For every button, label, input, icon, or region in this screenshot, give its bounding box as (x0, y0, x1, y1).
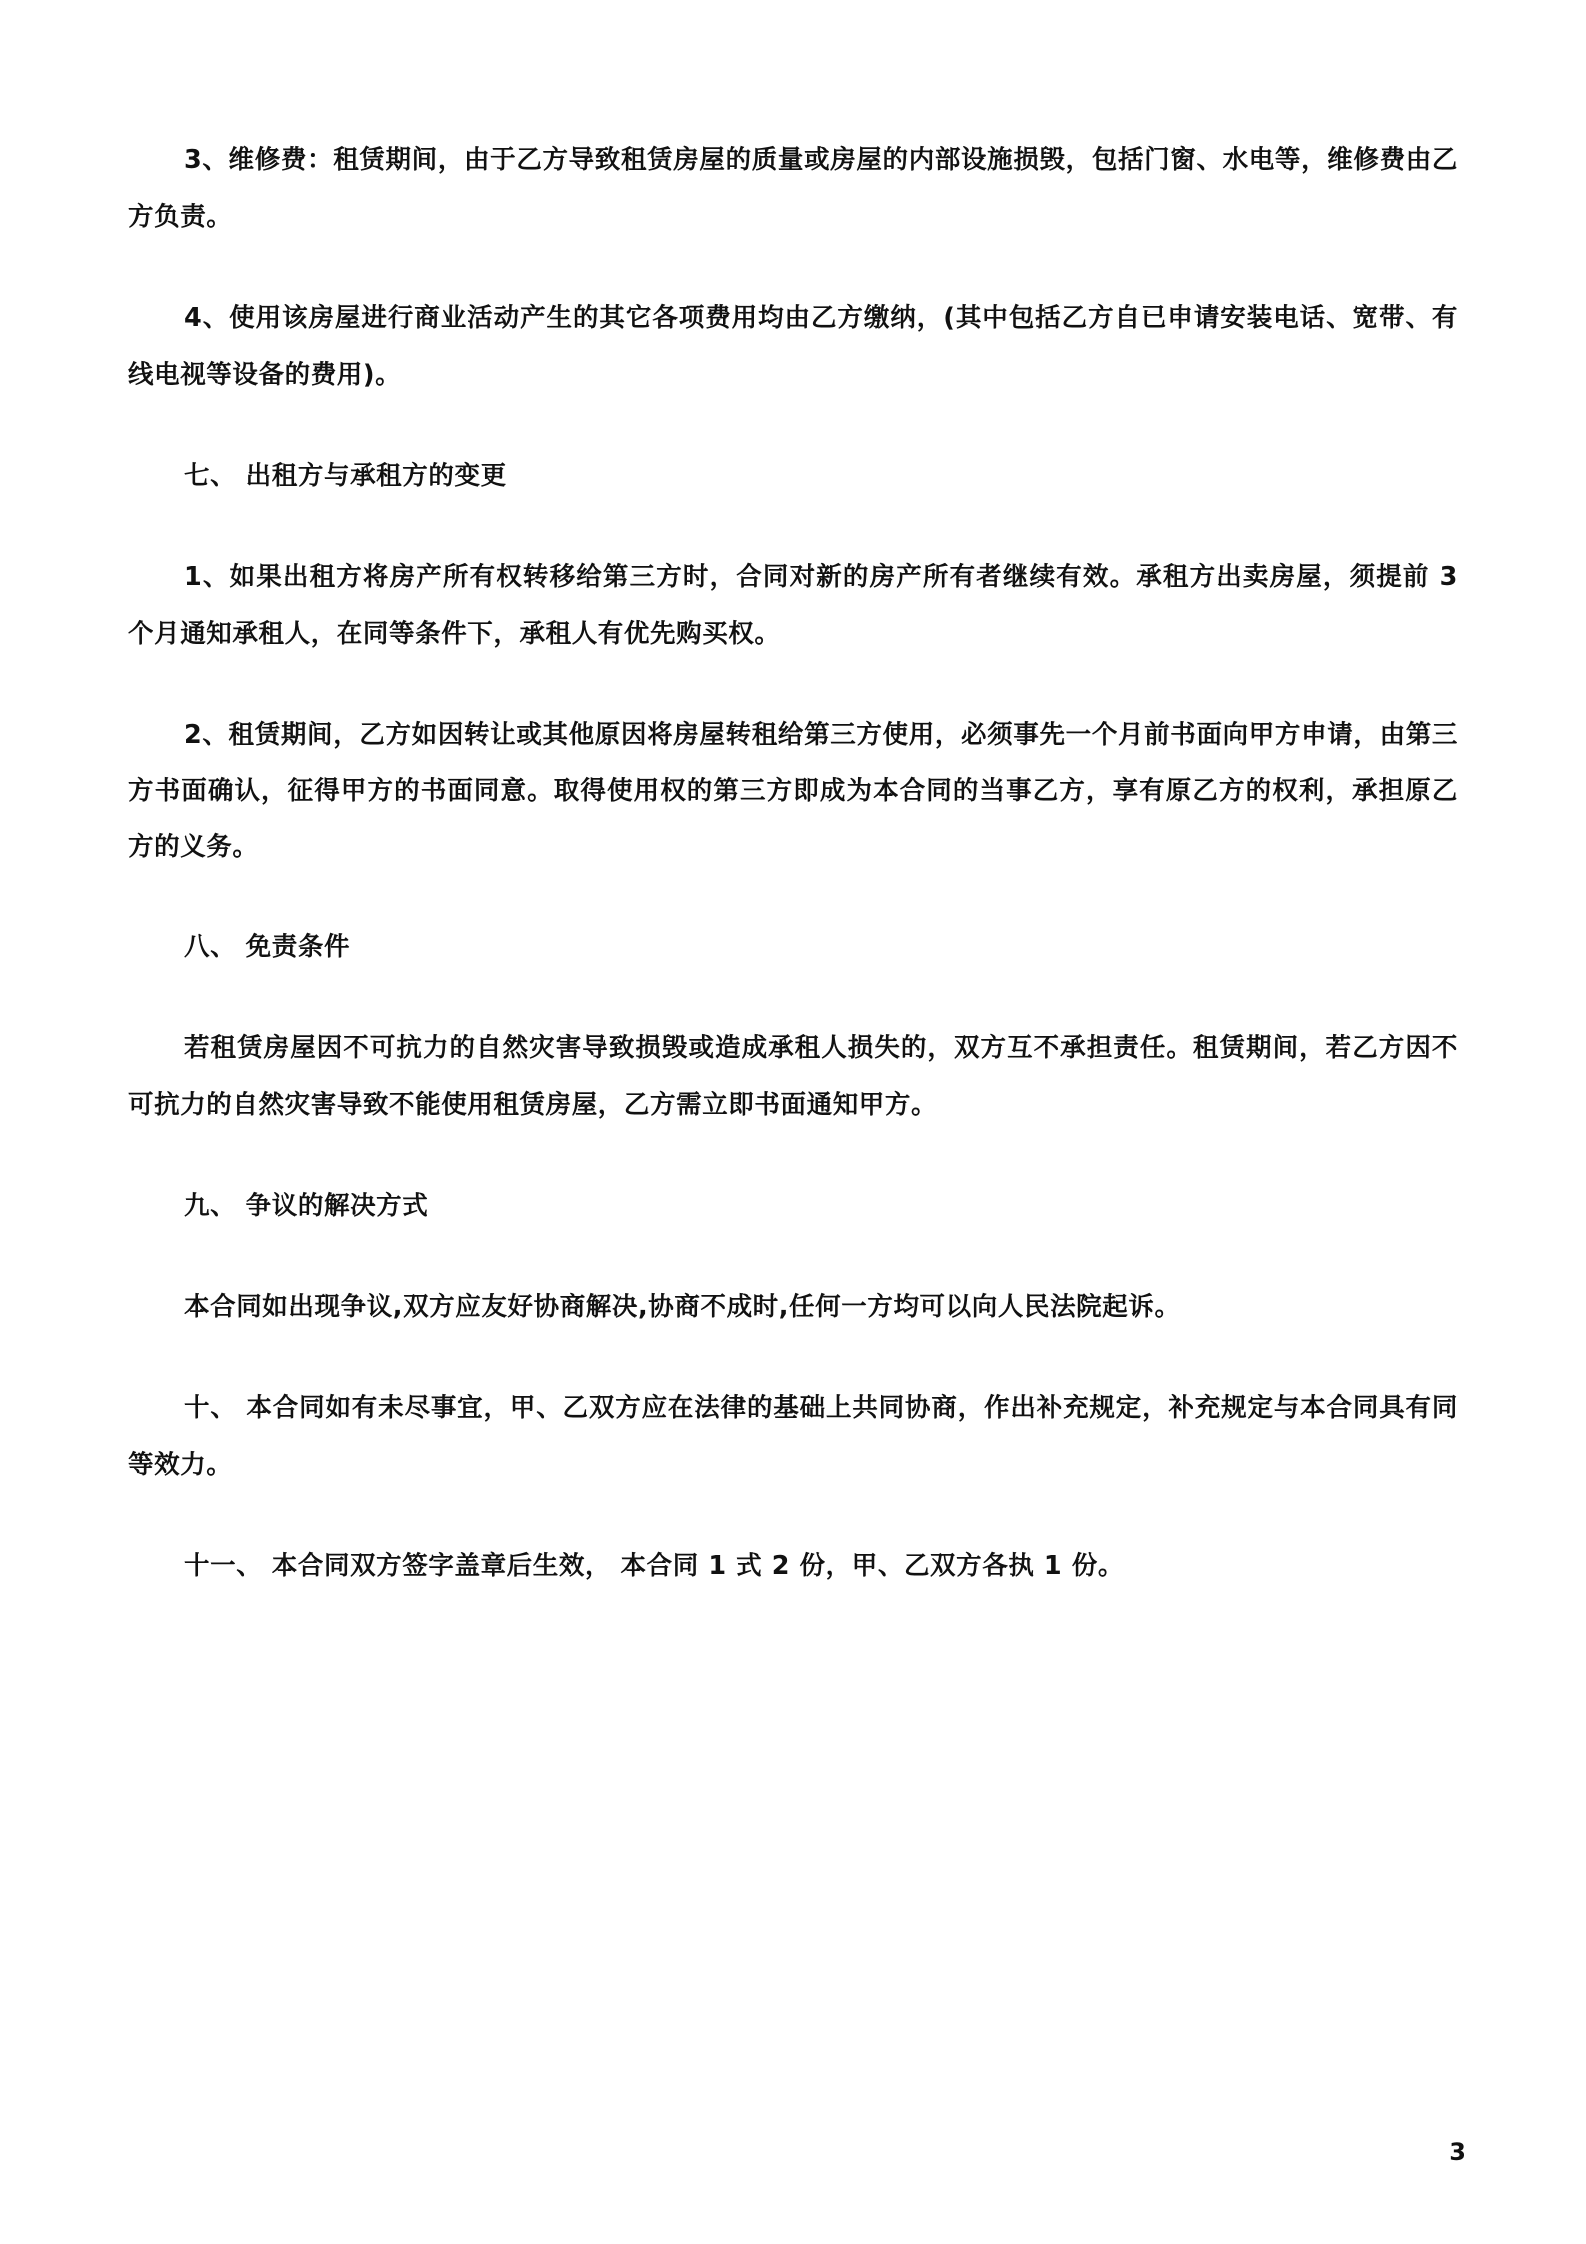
paragraph-section-ten: 十、 本合同如有未尽事宜，甲、乙双方应在法律的基础上共同协商，作出补充规定，补充规定与本合同具有同等效力。 (128, 1393, 1458, 1480)
heading-section-seven: 七、 出租方与承租方的变更 (184, 461, 507, 491)
document-body (128, 132, 1458, 1595)
paragraph-commercial-fee: 4、使用该房屋进行商业活动产生的其它各项费用均由乙方缴纳，(其中包括乙方自已申请安装电话、宽带、有线电视等设备的费用)。 (128, 303, 1458, 390)
paragraph-section-seven-item-two: 2、租赁期间，乙方如因转让或其他原因将房屋转租给第三方使用，必须事先一个月前书面向甲方申请，由第三方书面确认，征得甲方的书面同意。取得使用权的第三方即成为本合同的当事乙方，享有原乙方的权利，承担原乙方的义务。 (128, 720, 1458, 862)
paragraph-section-eleven: 十一、 本合同双方签字盖章后生效， 本合同 1 式 2 份，甲、乙双方各执 1 份。 (184, 1551, 1124, 1581)
paragraph-maintenance-fee: 3、维修费：租赁期间，由于乙方导致租赁房屋的质量或房屋的内部设施损毁，包括门窗、水电等，维修费由乙方负责。 (128, 145, 1458, 232)
heading-section-eight: 八、 免责条件 (184, 932, 351, 962)
paragraph-section-nine-body: 本合同如出现争议,双方应友好协商解决,协商不成时,任何一方均可以向人民法院起诉。 (184, 1292, 1181, 1322)
paragraph-section-eight-body: 若租赁房屋因不可抗力的自然灾害导致损毁或造成承租人损失的，双方互不承担责任。租赁期间，若乙方因不可抗力的自然灾害导致不能使用租赁房屋，乙方需立即书面通知甲方。 (128, 1033, 1458, 1120)
paragraph-section-seven-item-one: 1、如果出租方将房产所有权转移给第三方时，合同对新的房产所有者继续有效。承租方出卖房屋，须提前 3 个月通知承租人，在同等条件下，承租人有优先购买权。 (128, 562, 1458, 649)
page-number: 3 (1449, 2138, 1466, 2166)
heading-section-nine: 九、 争议的解决方式 (184, 1191, 429, 1221)
